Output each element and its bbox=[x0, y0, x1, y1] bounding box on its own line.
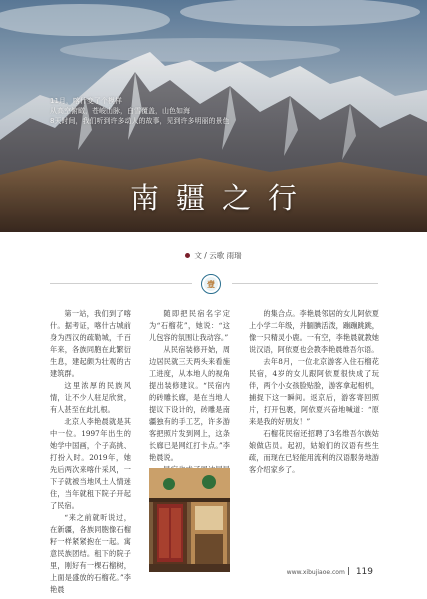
page-footer bbox=[287, 567, 373, 577]
paragraph: 去年8月，一位北京游客入住石榴花民宿，4岁的女儿跟阿依夏很快成了玩伴，两个小女孩脸贴脸，游客拿起相机，捕捉下这一瞬间。返京后，游客寄回照片，打开包裹，阿依夏兴奋地喊道：“原来是我的好朋友！” bbox=[249, 357, 379, 426]
paragraph: 这里浓厚的民族风情，让不少人驻足欣赏，有人甚至在此扎根。 bbox=[50, 381, 131, 414]
section-divider-left bbox=[50, 283, 192, 284]
byline-text: 文 / 云歌 雨瑞 bbox=[194, 251, 242, 260]
hero-caption bbox=[50, 96, 229, 126]
paragraph: 从民宿装修开始，周边居民就三天两头来看施工进度，从本地人的视角提出装修建议。“民宿内的砖雕长廊，是在当地人提议下设计的，砖雕是南疆独有的手工艺，许多游客把照片发到网上，这条长廊已是网红打卡点。”李艳晨说。 bbox=[149, 345, 230, 462]
paragraph: 第一站，我们到了喀什。据考证，喀什古城前身为西汉的疏勒城，千百年来，各族同胞在此繁衍生息，建起颇为壮观的古建筑群。 bbox=[50, 309, 131, 378]
article-column-3 bbox=[249, 308, 379, 476]
hero-image bbox=[0, 0, 427, 232]
article-title: 南疆之行 bbox=[129, 181, 314, 215]
section-number-badge bbox=[201, 274, 221, 294]
hero-caption-line: 11月，喀什变了个模样 bbox=[50, 97, 122, 105]
courtyard-photo bbox=[149, 468, 230, 572]
hero-caption-line: 从高空俯瞰，苍峻山脉，白雪覆盖，山色如海 bbox=[50, 107, 190, 115]
guesthouse-courtyard-image bbox=[149, 468, 230, 572]
article-column-1 bbox=[50, 308, 131, 596]
page-number: 119 bbox=[355, 567, 373, 577]
bullet-dot-icon bbox=[185, 253, 190, 258]
paragraph: 的集合点。李艳晨邻居的女儿阿依夏上小学二年级，并腼腆活泼，蹦蹦跳跳，像一只精灵小鹿。一有空，李艳晨就教她说汉语，阿依夏也会教李艳晨维吾尔语。 bbox=[249, 309, 379, 354]
paragraph: 石榴花民宿还招聘了3名维吾尔族姑娘做店员。起初，姑娘们的汉语有些生疏，而现在已轻能用流利的汉语服务地游客介绍家乡了。 bbox=[249, 429, 379, 474]
footer-url: www.xibujiaoe.com bbox=[286, 569, 345, 576]
footer-separator bbox=[348, 567, 349, 575]
article-column-2 bbox=[149, 308, 230, 488]
hero-caption-line: 8天时间，我们听到许多动人的故事，见到许多明丽的景色 bbox=[50, 117, 230, 125]
paragraph: 北京人李艳晨就是其中一位。1997年出生的她学中国画，个子高挑、打扮入时。2019年，她先后两次来喀什采风，一下子就被当地风土人情迷住，当年就租下院子开起了民宿。 bbox=[50, 417, 131, 510]
byline bbox=[0, 250, 427, 261]
paragraph: “来之前就听说过，在新疆，各族同胞像石榴籽一样紧紧抱在一起。寓意民族团结。租下的院子里，刚好有一棵石榴树，上面是盛放的石榴花。”李艳晨 bbox=[50, 513, 131, 594]
section-divider-right bbox=[232, 283, 378, 284]
section-number-label: 壹 bbox=[204, 277, 218, 291]
paragraph: 随即把民宿名字定为“石榴花”，她说：“这儿包容的氛围让我动容。” bbox=[149, 309, 230, 342]
